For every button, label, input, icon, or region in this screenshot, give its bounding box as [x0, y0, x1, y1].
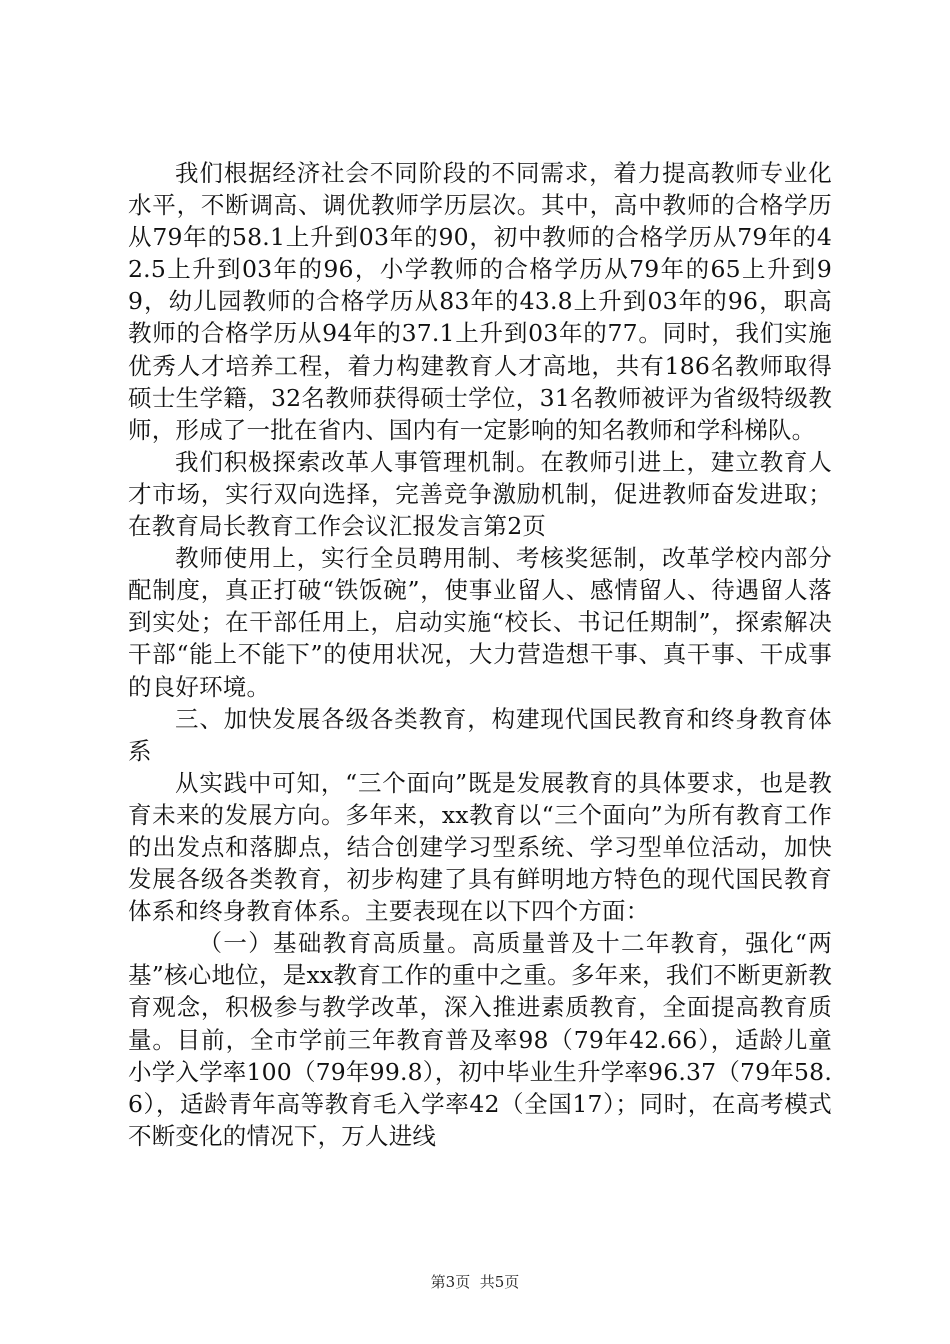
page-number: 第3页 [430, 1273, 471, 1291]
paragraph-teacher-qualifications: 我们根据经济社会不同阶段的不同需求，着力提高教师专业化水平，不断调高、调优教师学历层次。其中，高中教师的合格学历从79年的58.1上升到03年的90，初中教师的合格学历从79年的42.5上升到03年的96，小学教师的合格学历从79年的65上升到99，幼儿园教师的合格学历从83年的43.8上升到03年的96，职高教师的合格学历从94年的37.1上升到03年的77。同时，我们实施优秀人才培养工程，着力构建教育人才高地，共有186名教师取得硕士生学籍，32名教师获得硕士学位，31名教师被评为省级特级教师，形成了一批在省内、国内有一定影响的知名教师和学科梯队。 [128, 159, 832, 444]
section-heading-three: 三、加快发展各级各类教育，构建现代国民教育和终身教育体系 [128, 704, 832, 765]
document-body [128, 157, 832, 1152]
paragraph-three-orientations: 从实践中可知，“三个面向”既是发展教育的具体要求，也是教育未来的发展方向。多年来，xx教育以“三个面向”为所有教育工作的出发点和落脚点，结合创建学习型系统、学习型单位活动，加快发展各级各类教育，初步构建了具有鲜明地方特色的现代国民教育体系和终身教育体系。主要表现在以下四个方面： [128, 768, 832, 926]
paragraph-teacher-employment: 教师使用上，实行全员聘用制、考核奖惩制，改革学校内部分配制度，真正打破“铁饭碗”，使事业留人、感情留人、待遇留人落到实处；在干部任用上，启动实施“校长、书记任期制”，探索解决干部“能上不能下”的使用状况，大力营造想干事、真干事、干成事的良好环境。 [128, 544, 832, 701]
paragraph-basic-education: （一）基础教育高质量。高质量普及十二年教育，强化“两基”核心地位，是xx教育工作的重中之重。多年来，我们不断更新教育观念，积极参与教学改革，深入推进素质教育，全面提高教育质量。目前，全市学前三年教育普及率98（79年42.66），适龄儿童小学入学率100（79年99.8），初中毕业生升学率96.37（79年58.6），适龄青年高等教育毛入学率42（全国17）；同时，在高考模式不断变化的情况下，万人进线 [128, 929, 832, 1150]
page-total: 共5页 [479, 1273, 520, 1291]
paragraph-personnel-reform: 我们积极探索改革人事管理机制。在教师引进上，建立教育人才市场，实行双向选择，完善竞争激励机制，促进教师奋发进取；在教育局长教育工作会议汇报发言第2页 [128, 447, 832, 541]
page-footer [0, 1272, 950, 1292]
